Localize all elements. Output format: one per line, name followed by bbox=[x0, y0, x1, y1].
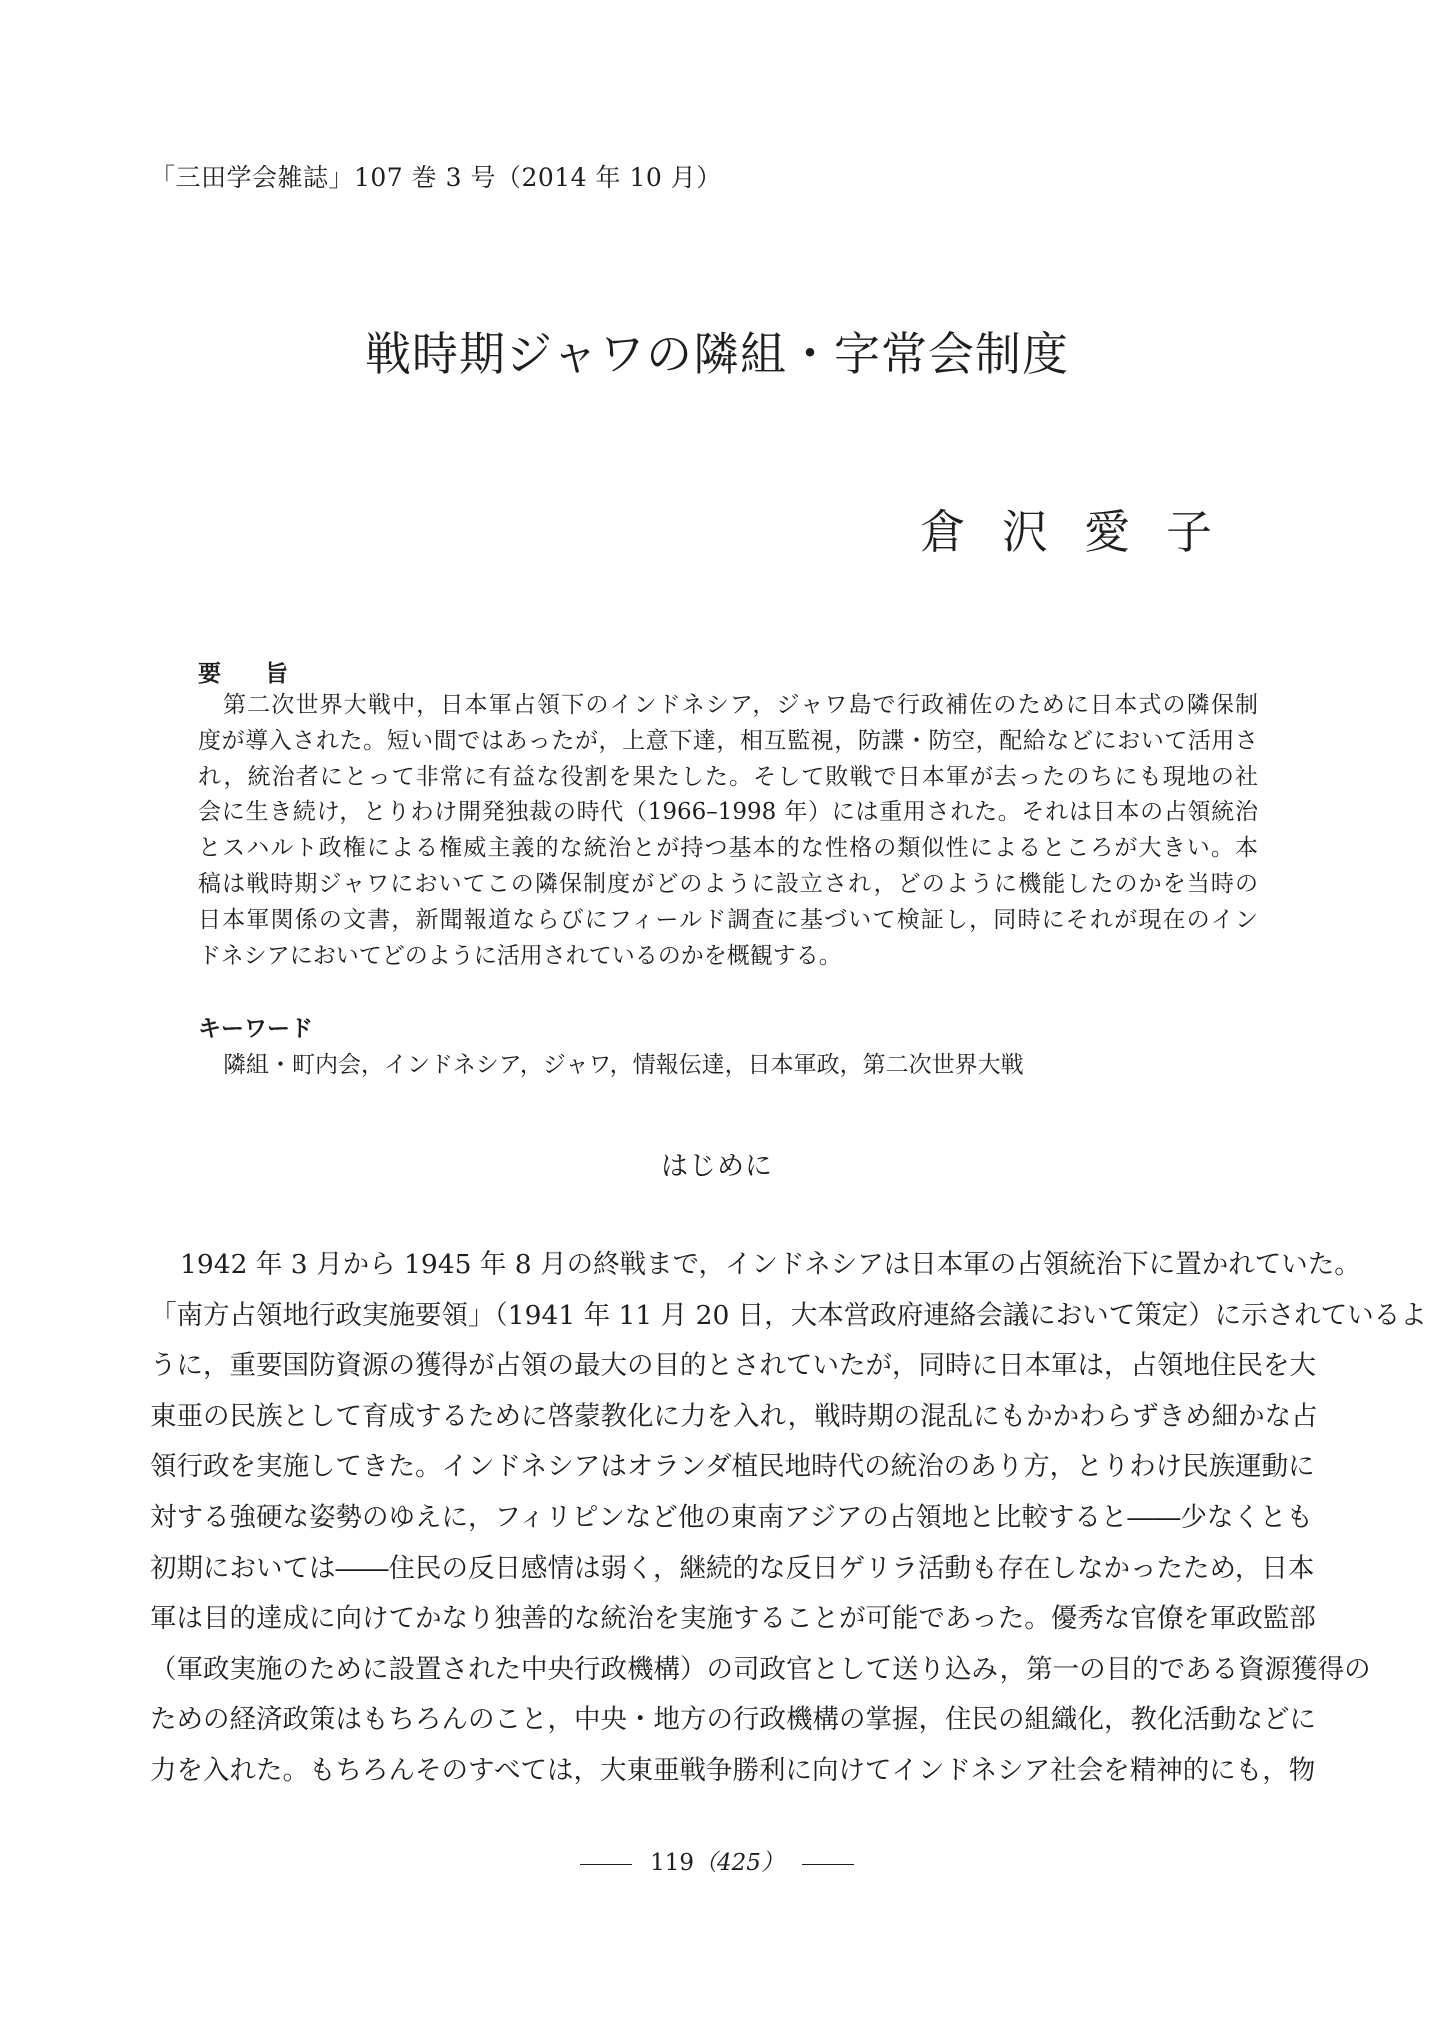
footer-rule-left bbox=[580, 1864, 632, 1865]
abstract-line: 度が導入された。短い間ではあったが，上意下達，相互監視，防諜・防空，配給などにおいて活用さ bbox=[198, 727, 1258, 754]
abstract-line: とスハルト政権による権威主義的な統治とが持つ基本的な性格の類似性によるところが大きい。本 bbox=[198, 835, 1258, 862]
body-line: 初期においては――住民の反日感情は弱く，継続的な反日ゲリラ活動も存在しなかったため，日本 bbox=[150, 1552, 1315, 1584]
page-number: 119 bbox=[650, 1850, 694, 1876]
body-line: 領行政を実施してきた。インドネシアはオランダ植民地時代の統治のあり方，とりわけ民族運動に bbox=[150, 1451, 1315, 1483]
page-footer bbox=[0, 1844, 1434, 1877]
body-line: 東亜の民族として育成するために啓蒙教化に力を入れ，戦時期の混乱にもかかわらずきめ細かな占 bbox=[150, 1400, 1318, 1432]
abstract-line: 会に生き続け，とりわけ開発独裁の時代（1966–1998 年）には重用された。それは日本の占領統治 bbox=[198, 799, 1258, 826]
keywords-heading: キーワード bbox=[198, 1016, 313, 1042]
body-line: （軍政実施のために設置された中央行政機構）の司政官として送り込み，第一の目的である資源獲得の bbox=[150, 1653, 1371, 1685]
footer-rule-right bbox=[802, 1864, 854, 1865]
abstract-heading: 要旨 bbox=[198, 661, 332, 687]
abstract-line: れ，統治者にとって非常に有益な役割を果たした。そして敗戦で日本軍が去ったのちにも現地の社 bbox=[198, 763, 1258, 790]
journal-reference: 「三田学会雑誌」107 巻 3 号（2014 年 10 月） bbox=[150, 163, 722, 192]
body-line: 軍は目的達成に向けてかなり独善的な統治を実施することが可能であった。優秀な官僚を軍政監部 bbox=[150, 1603, 1316, 1635]
paper-title: 戦時期ジャワの隣組・字常会制度 bbox=[364, 327, 1070, 381]
body-line: 力を入れた。もちろんそのすべては，大東亜戦争勝利に向けてインドネシア社会を精神的にも，物 bbox=[150, 1754, 1316, 1786]
author-name: 倉沢愛子 bbox=[920, 505, 1248, 559]
abstract-body bbox=[198, 688, 1258, 974]
abstract-line: 第二次世界大戦中，日本軍占領下のインドネシア，ジャワ島で行政補佐のために日本式の隣保制 bbox=[223, 692, 1258, 718]
sub-page-number: （425） bbox=[694, 1850, 784, 1876]
body-line: 「南方占領地行政実施要領」（1941 年 11 月 20 日，大本営政府連絡会議において策定）に示されているよ bbox=[150, 1299, 1427, 1331]
abstract-line: 稿は戦時期ジャワにおいてこの隣保制度がどのように設立され，どのように機能したのかを当時の bbox=[198, 870, 1258, 897]
keywords-text: 隣組・町内会，インドネシア，ジャワ，情報伝達，日本軍政，第二次世界大戦 bbox=[223, 1052, 1024, 1078]
body-line: 対する強硬な姿勢のゆえに，フィリピンなど他の東南アジアの占領地と比較すると――少なくとも bbox=[150, 1501, 1313, 1533]
section-body bbox=[150, 1240, 1427, 1797]
body-line: 1942 年 3 月から 1945 年 8 月の終戦まで，インドネシアは日本軍の占領統治下に置かれていた。 bbox=[180, 1249, 1361, 1280]
abstract-line: 日本軍関係の文書，新聞報道ならびにフィールド調査に基づいて検証し，同時にそれが現在のイン bbox=[198, 906, 1258, 933]
body-line: うに，重要国防資源の獲得が占領の最大の目的とされていたが，同時に日本軍は，占領地住民を大 bbox=[150, 1350, 1316, 1382]
abstract-line: ドネシアにおいてどのように活用されているのかを概観する。 bbox=[198, 942, 842, 969]
section-heading: はじめに bbox=[661, 1151, 773, 1182]
body-line: ための経済政策はもちろんのこと，中央・地方の行政機構の掌握，住民の組織化，教化活動などに bbox=[150, 1704, 1316, 1736]
